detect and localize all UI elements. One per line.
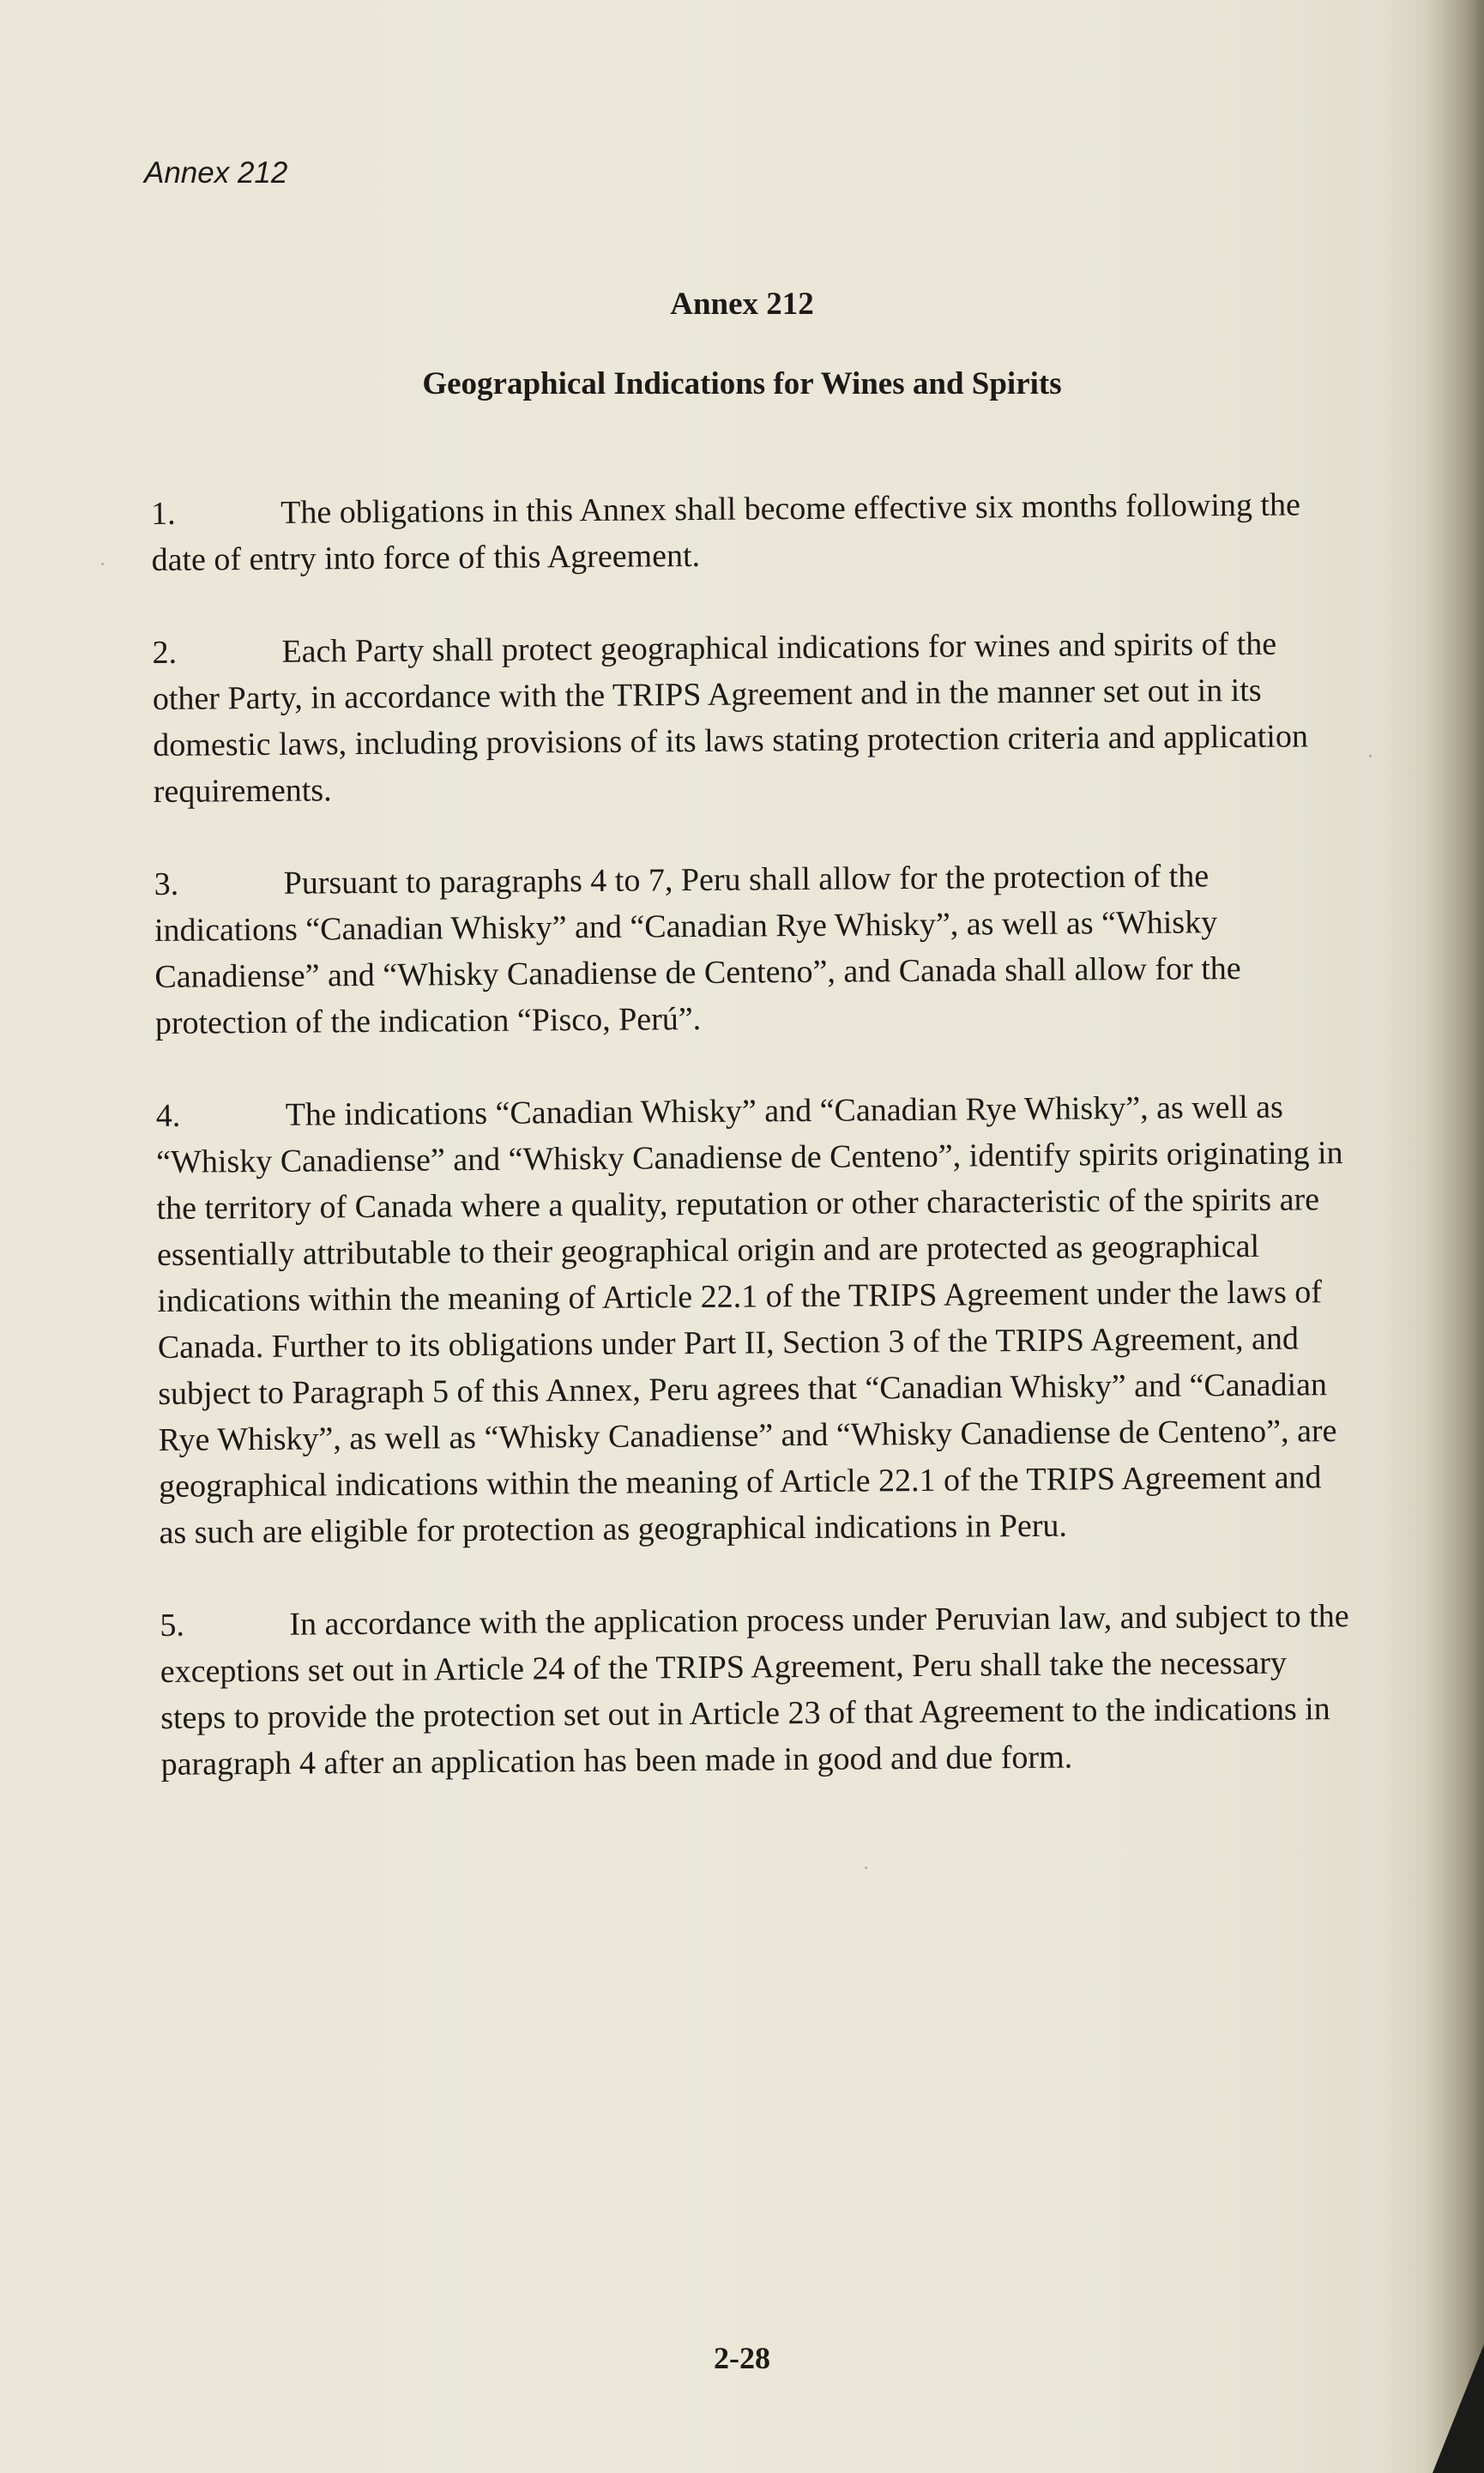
paragraph-1 xyxy=(151,481,1348,583)
paragraph-text: In accordance with the application process under Peruvian law, and subject to the exceptions set out in Article 24 of the TRIPS Agreement, Peru shall take the necessary steps to provide the protection set out in Article 23 of that Agreement to the indications in paragraph 4 after an application has been made in good and due form. xyxy=(160,1598,1349,1782)
paragraph-number: 4. xyxy=(155,1097,181,1134)
paper-speck xyxy=(865,1867,867,1869)
paragraph-text: Each Party shall protect geographical indications for wines and spirits of the other Party, in accordance with the TRIPS Agreement and in the manner set out in its domestic laws, including provisions of its laws stating protection criteria and application requirements. xyxy=(152,625,1309,810)
paper-speck xyxy=(1369,755,1372,757)
paragraph-5 xyxy=(160,1593,1358,1788)
page-number: 2-28 xyxy=(714,2341,770,2375)
paragraph-text: The obligations in this Annex shall become effective six months following the date of entry into force of this Agreement. xyxy=(151,486,1301,578)
paragraph-2 xyxy=(152,620,1350,815)
paragraph-3 xyxy=(154,852,1352,1047)
paragraph-number: 2. xyxy=(152,634,178,671)
paragraph-list xyxy=(151,481,1358,1834)
paragraph-text: Pursuant to paragraphs 4 to 7, Peru shall allow for the protection of the indications “Canadian Whisky” and “Canadian Rye Whisky”, as well as “Whisky Canadiense” and “Whisky Canadiense de Centeno”, and Canada shall allow for the protection of the indication “Pisco, Perú”. xyxy=(154,858,1241,1041)
annex-title: Annex 212 xyxy=(670,287,814,322)
paper-speck xyxy=(101,563,104,565)
paragraph-number: 3. xyxy=(154,866,179,902)
paragraph-number: 1. xyxy=(151,495,176,532)
running-head: Annex 212 xyxy=(144,156,288,190)
paragraph-number: 5. xyxy=(160,1607,185,1644)
paragraph-text: The indications “Canadian Whisky” and “Canadian Rye Whisky”, as well as “Whisky Canadiense” and “Whisky Canadiense de Centeno”, identify spirits originating in the territory of Canada where a quality, reputation or other characteristic of the spirits are essentially attributable to their geographical origin and are protected as geographical indications within the meaning of Article 22.1 of the TRIPS Agreement under the laws of Canada. Further to its obligations under Part II, Section 3 of the TRIPS Agreement, and subject to Paragraph 5 of this Annex, Peru agrees that “Canadian Whisky” and “Canadian Rye Whisky”, as well as “Whisky Canadiense” and “Whisky Canadiense de Centeno”, are geographical indications within the meaning of Article 22.1 of the TRIPS Agreement and as such are eligible for protection as geographical indications in Peru. xyxy=(155,1089,1343,1551)
annex-subtitle: Geographical Indications for Wines and Spirits xyxy=(422,366,1062,401)
paragraph-4 xyxy=(156,1083,1356,1556)
